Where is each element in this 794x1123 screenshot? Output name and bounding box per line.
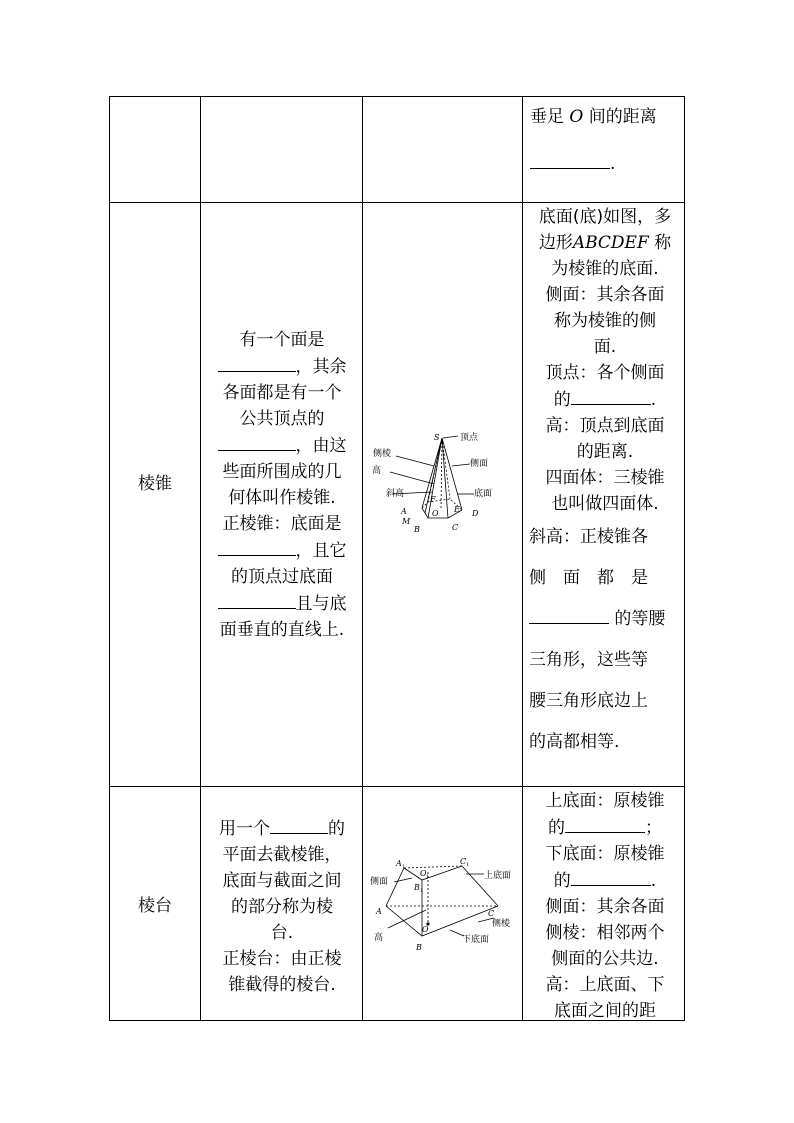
def-line: 各面都是有一个 [222,383,342,403]
el-line: 三角形，这些等 [529,650,648,670]
subscript: 1 [426,874,430,880]
el-line: 高：上底面、下 [545,975,665,995]
el-line: 下底面：原棱锥 [545,844,665,864]
el-line: 上底面：原棱锥 [545,791,665,811]
def-line: ，由这 [295,436,347,456]
subscript: 1 [420,888,424,894]
el-line: 侧棱：相邻两个 [545,923,665,943]
label-o: O [422,925,429,934]
label-m: M [402,517,411,526]
column-divider-3 [522,96,523,1021]
row1-elements-cell [530,104,680,176]
label-b1: B [414,883,420,892]
el-line: 顶点：各个侧面 [545,363,665,383]
row1-text: 垂足 [530,107,564,127]
row1-text: 间的距离 [588,107,657,127]
el-line: 面. [593,337,617,357]
def-line: 的部分称为棱 [231,897,333,917]
frustum-definition [204,815,360,998]
label-bottom-base: 下底面 [462,935,490,945]
label-top-base: 上底面 [484,871,512,881]
def-line: 面垂直的直线上. [219,620,345,640]
label-lateral-edge: 侧棱 [373,449,392,459]
table-border-right [684,96,685,1021]
fill-blank[interactable] [529,605,609,624]
label-c: C [452,523,459,532]
el-line: 的高都相等. [529,732,620,752]
subscript: 1 [402,864,406,870]
fill-blank[interactable] [218,432,296,451]
label-o: O [432,509,439,518]
label-vertex: 顶点 [460,433,479,443]
label-base: 底面 [474,489,493,499]
el-line: 底面(底)如图，多 [538,207,672,227]
pyramid-figure [366,426,518,538]
def-line: 的顶点过底面 [231,567,333,587]
label-c: C [488,909,495,918]
def-line: ，且它 [295,541,347,561]
def-line: 锥截得的棱台. [228,975,336,995]
def-line: 正棱台：由正棱 [222,949,342,969]
el-line: 侧面：其余各面 [545,897,665,917]
label-f: F [430,495,436,504]
el-line: 高：顶点到底面 [545,416,665,436]
el-line: 侧面：其余各面 [545,285,665,305]
el-line: 的 [548,818,565,838]
frustum-name: 棱台 [138,896,172,916]
el-line: 斜高：正棱锥各 [529,527,648,547]
el-line: 称 [654,233,672,253]
period: . [610,154,616,174]
fill-blank[interactable] [218,590,296,609]
el-line: 边形 [538,233,573,253]
pyramid-name: 棱锥 [138,474,172,494]
el-line: 的距离. [576,442,634,462]
row-divider-1 [109,202,685,203]
table-border-left [109,96,110,1021]
column-divider-1 [200,96,201,1021]
def-line: 的 [328,819,345,839]
el-line: 底面之间的距 [554,1001,656,1021]
pyramid-definition [204,327,360,643]
def-line: ，其余 [295,357,347,377]
def-line: 何体叫作棱锥. [228,488,336,508]
def-line: 公共顶点的 [239,409,325,429]
el-line: 也叫做四面体. [551,494,659,514]
def-line: 底面与截面之间 [222,871,342,891]
el-line: 的等腰 [614,609,666,629]
label-d: D [472,509,479,518]
label-lateral-edge: 侧棱 [492,919,511,929]
label-a1: A [396,859,402,868]
def-line: 用一个 [219,819,270,839]
fill-blank[interactable] [565,814,645,833]
def-line: 台. [270,923,294,943]
table-border-top [109,96,685,97]
el-line: 的 [553,390,571,410]
polygon-name: ABCDEF [572,233,649,253]
el-line: 侧面的公共边. [551,949,659,969]
label-b: B [416,943,422,952]
el-line: ； [645,818,662,838]
def-line: 正棱锥：底面是 [222,514,342,534]
subscript: 1 [466,862,470,868]
el-line: 侧 面 都 是 [529,568,648,588]
label-e: E [454,505,460,514]
label-lateral-face: 侧面 [370,877,389,887]
point-o: O [569,107,584,127]
label-a: A [376,907,382,916]
fill-blank[interactable] [218,353,296,372]
fill-blank[interactable] [218,537,296,556]
column-divider-2 [362,96,363,1021]
el-line: . [650,390,657,410]
label-slant-height: 斜高 [386,489,405,499]
label-lateral-face: 侧面 [470,459,489,469]
row-divider-2 [109,786,685,787]
label-s: S [434,433,440,442]
el-line: . [650,871,657,891]
fill-blank[interactable] [571,867,651,886]
label-o1: O [420,869,427,878]
label-height: 高 [374,933,384,943]
pyramid-elements [529,204,681,763]
def-line: 些面所围成的几 [222,462,342,482]
label-c1: C [460,857,467,866]
el-line: 为棱锥的底面. [551,259,659,279]
def-line: 平面去截棱锥， [222,845,342,865]
label-b: B [414,525,420,534]
frustum-elements [529,788,681,1024]
fill-blank[interactable] [571,386,651,405]
frustum-figure [366,852,518,956]
def-line: 有一个面是 [239,330,325,350]
el-line: 的 [553,871,571,891]
el-line: 腰三角形底边上 [529,691,648,711]
el-line: 四面体：三棱锥 [545,468,665,488]
fill-blank[interactable] [270,815,328,834]
def-line: 且与底 [295,594,347,614]
label-height: 高 [372,466,382,476]
el-line: 称为棱锥的侧 [554,311,656,331]
fill-blank[interactable] [530,150,610,169]
label-a: A [401,507,407,516]
